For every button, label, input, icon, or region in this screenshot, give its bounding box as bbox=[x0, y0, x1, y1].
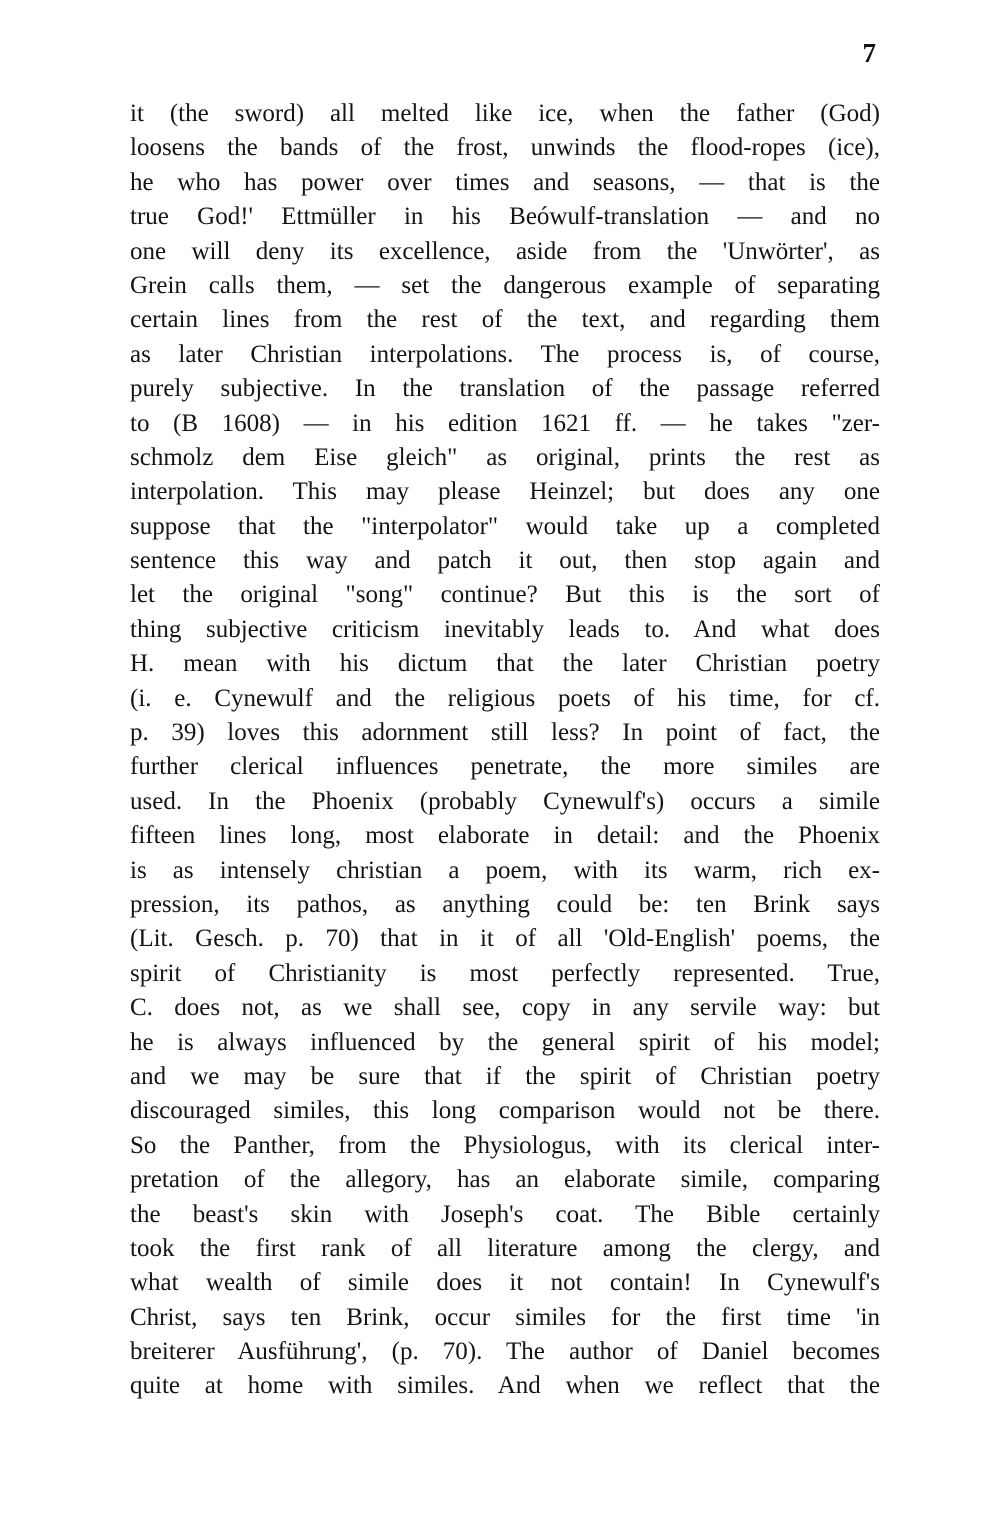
text-line: took the first rank of all literature among the clergy, and bbox=[130, 1234, 880, 1262]
text-line: schmolz dem Eise gleich" as original, prints the rest as bbox=[130, 443, 880, 471]
text-line: the beast's skin with Joseph's coat. The Bible certainly bbox=[130, 1200, 880, 1228]
text-line: Christ, says ten Brink, occur similes for the first time 'in bbox=[130, 1303, 880, 1331]
text-line: interpolation. This may please Heinzel; but does any one bbox=[130, 478, 880, 506]
text-line: he is always influenced by the general spirit of his model; bbox=[130, 1028, 880, 1056]
text-line: purely subjective. In the translation of the passage referred bbox=[130, 375, 880, 403]
text-line: breiterer Ausführung', (p. 70). The author of Daniel becomes bbox=[130, 1338, 880, 1366]
text-line: loosens the bands of the frost, unwinds the flood-ropes (ice), bbox=[130, 134, 880, 162]
text-line: used. In the Phoenix (probably Cynewulf's) occurs a simile bbox=[130, 787, 880, 815]
text-line: is as intensely christian a poem, with its warm, rich ex- bbox=[130, 856, 880, 884]
text-line: certain lines from the rest of the text, and regarding them bbox=[130, 306, 880, 334]
text-line: (Lit. Gesch. p. 70) that in it of all 'Old-English' poems, the bbox=[130, 925, 880, 953]
text-line: C. does not, as we shall see, copy in any servile way: but bbox=[130, 994, 880, 1022]
text-line: pression, its pathos, as anything could be: ten Brink says bbox=[130, 890, 880, 918]
text-line: H. mean with his dictum that the later Christian poetry bbox=[130, 650, 880, 678]
text-line: thing subjective criticism inevitably leads to. And what does bbox=[130, 615, 880, 643]
text-line: what wealth of simile does it not contain! In Cynewulf's bbox=[130, 1269, 880, 1297]
text-line: quite at home with similes. And when we reflect that the bbox=[130, 1372, 880, 1400]
text-line: suppose that the "interpolator" would take up a completed bbox=[130, 512, 880, 540]
text-line: discouraged similes, this long comparison would not be there. bbox=[130, 1097, 880, 1125]
text-line: spirit of Christianity is most perfectly represented. True, bbox=[130, 959, 880, 987]
text-line: further clerical influences penetrate, the more similes are bbox=[130, 753, 880, 781]
text-line: and we may be sure that if the spirit of Christian poetry bbox=[130, 1062, 880, 1090]
body-text bbox=[130, 97, 880, 1404]
page-number: 7 bbox=[862, 38, 876, 68]
text-line: one will deny its excellence, aside from the 'Unwörter', as bbox=[130, 237, 880, 265]
text-line: let the original "song" continue? But this is the sort of bbox=[130, 581, 880, 609]
text-line: as later Christian interpolations. The process is, of course, bbox=[130, 340, 880, 368]
text-line: to (B 1608) — in his edition 1621 ff. — he takes "zer- bbox=[130, 409, 880, 437]
text-line: it (the sword) all melted like ice, when the father (God) bbox=[130, 100, 880, 127]
text-line: fifteen lines long, most elaborate in detail: and the Phoenix bbox=[130, 822, 880, 850]
text-line: p. 39) loves this adornment still less? In point of fact, the bbox=[130, 719, 880, 747]
text-line: true God!' Ettmüller in his Beówulf-translation — and no bbox=[130, 203, 880, 231]
text-line: So the Panther, from the Physiologus, with its clerical inter- bbox=[130, 1131, 880, 1159]
text-line: Grein calls them, — set the dangerous example of separating bbox=[130, 271, 880, 299]
text-line: he who has power over times and seasons, — that is the bbox=[130, 168, 880, 196]
text-line: sentence this way and patch it out, then stop again and bbox=[130, 547, 880, 575]
text-line: (i. e. Cynewulf and the religious poets of his time, for cf. bbox=[130, 684, 880, 712]
text-line: pretation of the allegory, has an elaborate simile, comparing bbox=[130, 1166, 880, 1194]
